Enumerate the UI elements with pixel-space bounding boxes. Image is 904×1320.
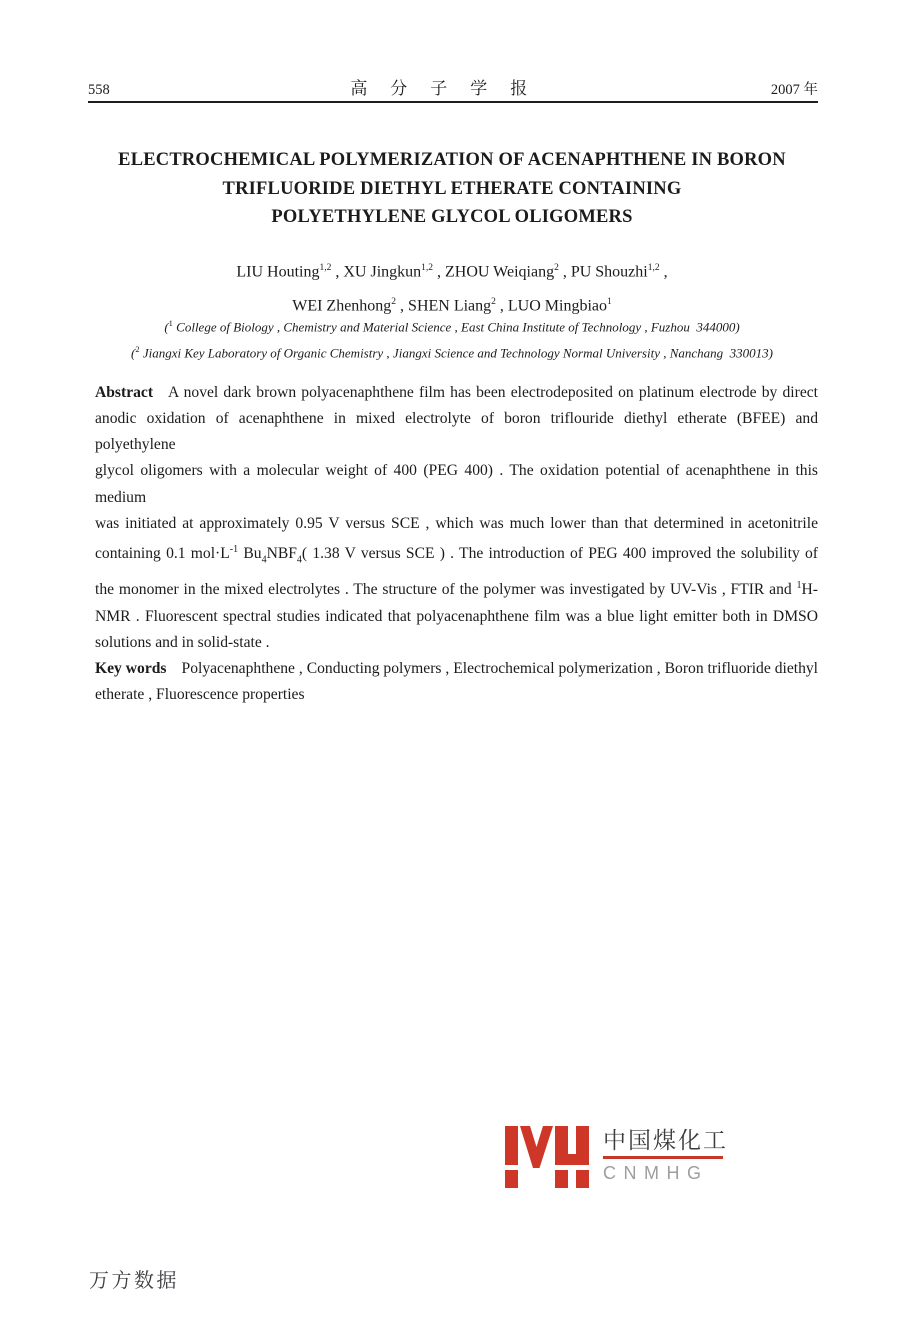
abstract-line: NMR . Fluorescent spectral studies indicated that polyacenaphthene film was a blue light emitter both in DMSO	[95, 607, 818, 625]
header-year: 2007 年	[770, 82, 818, 98]
keywords-line: etherate , Fluorescence properties	[95, 686, 305, 704]
abstract-line	[95, 380, 818, 406]
author-separator: ,	[331, 263, 344, 281]
keywords-line	[95, 656, 818, 682]
abstract-line: anodic oxidation of acenaphthene in mixed electrolyte of boron triflouride diethyl etherate (BFEE) and polyethylene	[95, 410, 818, 454]
author-separator: ,	[659, 263, 668, 281]
superscript: 1	[796, 580, 802, 592]
author-separator: ,	[495, 297, 508, 315]
subscript: 4	[296, 554, 302, 566]
paper-title-line-1: ELECTROCHEMICAL POLYMERIZATION OF ACENAPHTHENE IN BORON	[118, 150, 786, 170]
logo-cn-text: 中国煤化工	[603, 1127, 728, 1153]
coal-chem-logo-mark-icon	[505, 1126, 589, 1188]
affiliation-1	[60, 312, 844, 338]
author-superscript: 2	[554, 263, 559, 273]
author-superscript: 1	[607, 297, 612, 308]
paper-title	[60, 146, 844, 232]
affiliation-superscript: 1	[168, 318, 173, 328]
abstract-text: NBF	[266, 545, 297, 563]
subscript: 4	[261, 554, 267, 566]
author-name: XU Jingkun	[343, 263, 422, 281]
journal-title: 高 分 子 学 报	[350, 79, 531, 98]
abstract-text: containing 0.1 mol·L	[95, 545, 230, 563]
affiliation-list	[60, 312, 844, 365]
affiliation-paren: (	[164, 319, 169, 335]
abstract-label: Abstract	[95, 384, 154, 401]
paper-title-line-2: TRIFLUORIDE DIETHYL ETHERATE CONTAINING	[222, 178, 682, 199]
author-superscript: 1,2	[647, 263, 660, 273]
abstract-text: the monomer in the mixed electrolytes . The structure of the polymer was investigated by UV-Vis , FTIR and	[95, 581, 797, 599]
author-superscript: 2	[491, 297, 496, 308]
header-divider	[88, 101, 818, 103]
affiliation-paren: (	[130, 345, 136, 361]
keywords-text: Polyacenaphthene , Conducting polymers , Electrochemical polymerization , Boron trifluoride diethyl	[181, 660, 819, 678]
abstract-text: A novel dark brown polyacenaphthene film has been electrodeposited on platinum electrode by direct	[168, 384, 818, 401]
author-superscript: 1,2	[319, 263, 332, 273]
author-name: LUO Mingbiao	[507, 297, 608, 315]
author-name: ZHOU Weiqiang	[445, 263, 555, 281]
author-superscript: 2	[391, 297, 397, 308]
author-line-1	[60, 253, 844, 287]
abstract-line: was initiated at approximately 0.95 V versus SCE , which was much lower than that determined in acetonitrile	[95, 514, 818, 532]
abstract-line: solutions and in solid-state .	[95, 633, 270, 651]
author-separator: ,	[433, 263, 446, 281]
logo-en-text: CNMHG	[603, 1163, 709, 1183]
author-name: SHEN Liang	[408, 297, 492, 315]
author-separator: ,	[396, 297, 409, 315]
logo-underline	[603, 1156, 723, 1159]
author-separator: ,	[558, 263, 571, 281]
author-superscript: 1,2	[421, 263, 434, 273]
abstract-line	[95, 573, 818, 603]
affiliation-text: Jiangxi Key Laboratory of Organic Chemistry , Jiangxi Science and Technology Normal University , Nanchang 330013)	[139, 345, 773, 361]
watermark-text: 万方数据	[89, 1270, 179, 1292]
abstract-line	[95, 537, 818, 573]
affiliation-2	[60, 338, 844, 364]
abstract-text: H-	[801, 581, 818, 599]
page-number: 558	[88, 82, 110, 98]
abstract-text: Bu	[238, 545, 262, 563]
page-header	[88, 74, 818, 99]
paper-title-line-3: POLYETHYLENE GLYCOL OLIGOMERS	[271, 207, 633, 228]
affiliation-superscript: 2	[135, 344, 140, 355]
author-name: PU Shouzhi	[570, 263, 648, 281]
abstract-line: glycol oligomers with a molecular weight of 400 (PEG 400) . The oxidation potential of acenaphthene in this medium	[95, 462, 818, 506]
abstract-section	[95, 380, 818, 708]
affiliation-text: College of Biology , Chemistry and Material Science , East China Institute of Technology , Fuzhou 344000)	[172, 319, 740, 335]
keywords-label: Key words	[95, 660, 167, 678]
publisher-logo	[505, 1126, 728, 1188]
exponent: -1	[229, 543, 239, 555]
abstract-text: ( 1.38 V versus SCE ) . The introduction of PEG 400 improved the solubility of	[301, 545, 818, 563]
author-name: WEI Zhenhong	[292, 297, 392, 315]
author-name: LIU Houting	[236, 263, 320, 281]
logo-text-block	[603, 1126, 728, 1184]
